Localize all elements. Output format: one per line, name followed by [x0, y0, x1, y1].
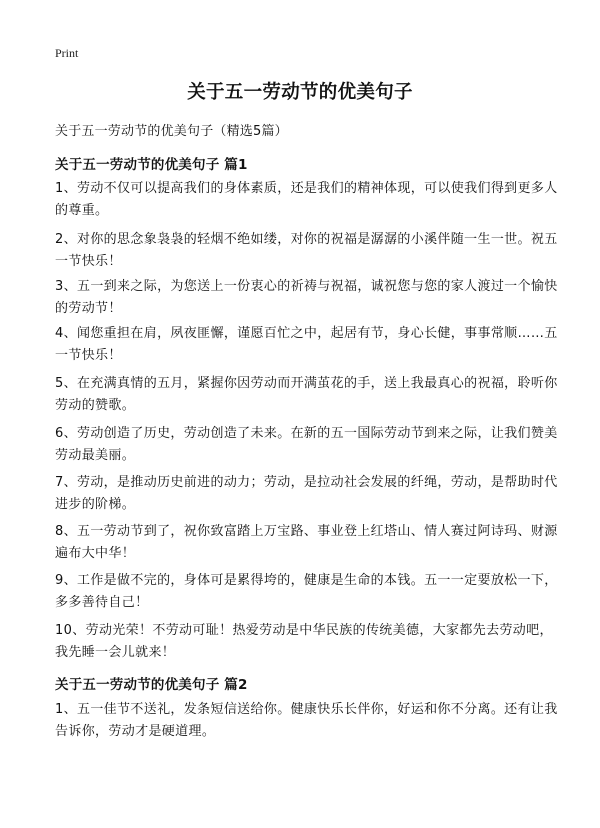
section-heading-2: 关于五一劳动节的优美句子 篇2	[55, 677, 248, 693]
paragraph-1-2: 2、对你的思念象袅袅的轻烟不绝如缕，对你的祝福是潺潺的小溪伴随一生一世。祝五一节快乐！	[55, 232, 558, 269]
paragraph-1-7: 7、劳动，是推动历史前进的动力；劳动，是拉动社会发展的纤绳，劳动，是帮助时代进步的阶梯。	[55, 475, 558, 512]
paragraph-1-4: 4、闻您重担在肩，夙夜匪懈，谨愿百忙之中，起居有节，身心长健，事事常顺……五一节快乐！	[55, 326, 558, 363]
section-heading-1: 关于五一劳动节的优美句子 篇1	[55, 157, 248, 173]
paragraph-1-8: 8、五一劳动节到了，祝你致富踏上万宝路、事业登上红塔山、情人赛过阿诗玛、财源遍布大中华！	[55, 524, 558, 561]
paragraph-2-1: 1、五一佳节不送礼，发条短信送给你。健康快乐长伴你，好运和你不分离。还有让我告诉你，劳动才是硬道理。	[55, 702, 558, 739]
paragraph-1-5: 5、在充满真情的五月，紧握你因劳动而开满茧花的手，送上我最真心的祝福，聆听你劳动的赞歌。	[55, 376, 558, 413]
paragraph-1-9: 9、工作是做不完的，身体可是累得垮的，健康是生命的本钱。五一一定要放松一下，多多善待自己！	[55, 573, 558, 610]
page-subtitle: 关于五一劳动节的优美句子（精选5篇）	[55, 124, 288, 139]
paragraph-1-1: 1、劳动不仅可以提高我们的身体素质，还是我们的精神体现，可以使我们得到更多人的尊重。	[55, 181, 558, 218]
paragraph-1-3: 3、五一到来之际，为您送上一份衷心的祈祷与祝福，诚祝您与您的家人渡过一个愉快的劳动节！	[55, 279, 558, 316]
page-title: 关于五一劳动节的优美句子	[187, 82, 413, 103]
paragraph-1-10: 10、劳动光荣！不劳动可耻！热爱劳动是中华民族的传统美德，大家都先去劳动吧，我先睡一会儿就来！	[55, 623, 553, 660]
paragraph-1-6: 6、劳动创造了历史，劳动创造了未来。在新的五一国际劳动节到来之际，让我们赞美劳动最美丽。	[55, 426, 558, 463]
print-link[interactable]: Print	[55, 46, 79, 60]
